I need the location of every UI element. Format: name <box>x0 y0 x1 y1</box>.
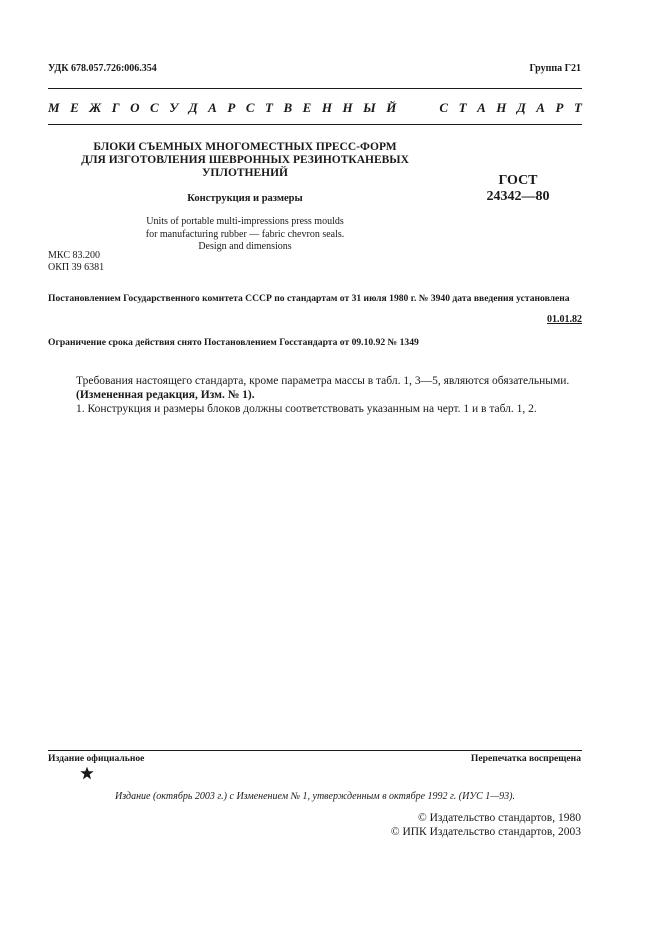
title-line-3: УПЛОТНЕНИЙ <box>201 167 289 179</box>
banner-letter: Т <box>458 100 467 115</box>
banner-letter: Р <box>227 100 236 115</box>
title-line-1: БЛОКИ СЪЕМНЫХ МНОГОМЕСТНЫХ ПРЕСС-ФОРМ <box>93 141 397 153</box>
banner-letter: Т <box>265 100 273 115</box>
banner-letter: Р <box>555 100 564 115</box>
amendment-note: (Измененная редакция, Изм. № 1). <box>76 389 255 401</box>
copyright-2003: © ИПК Издательство стандартов, 2003 <box>390 826 581 838</box>
banner-letter: Д <box>188 100 198 115</box>
top-rule <box>48 88 582 89</box>
gost-designation <box>468 173 568 205</box>
banner-letter: Е <box>302 100 312 115</box>
banner-word-gap <box>407 100 429 116</box>
interstate-standard-banner <box>48 100 582 116</box>
official-edition-label: Издание официальное <box>48 753 145 764</box>
banner-letter: Н <box>321 100 332 115</box>
english-title-line-1: Units of portable multi-impressions press moulds <box>146 216 344 227</box>
banner-letter: Д <box>516 100 526 115</box>
body-text <box>48 374 582 416</box>
banner-letter: Е <box>70 100 79 115</box>
gost-number: 24342—80 <box>486 189 550 204</box>
banner-letter: С <box>439 100 449 115</box>
reprint-prohibited-label: Перепечатка воспрещена <box>470 753 581 764</box>
banner-letter: С <box>150 100 159 115</box>
title-block <box>60 141 430 254</box>
mks-code: МКС 83.200 <box>48 250 100 261</box>
banner-letter: У <box>169 100 179 115</box>
banner-letter: Ж <box>89 100 102 115</box>
clause-1: 1. Конструкция и размеры блоков должны соответствовать указанным на черт. 1 и в табл. 1, 2. <box>76 403 537 415</box>
english-title-line-3: Design and dimensions <box>198 241 292 252</box>
banner-letter: Н <box>342 100 353 115</box>
okp-code: ОКП 39 6381 <box>48 261 105 273</box>
copyright-1980: © Издательство стандартов, 1980 <box>417 812 581 824</box>
banner-letter: М <box>48 100 60 115</box>
banner-letter: А <box>477 100 486 115</box>
introduction-date: 01.01.82 <box>547 314 582 325</box>
banner-letter: О <box>130 100 140 115</box>
banner-letter: А <box>208 100 217 115</box>
limitation-text: Ограничение срока действия снято Постановлением Госстандарта от 09.10.92 № 1349 <box>48 337 419 348</box>
banner-letter: Т <box>573 100 582 115</box>
requirements-paragraph: Требования настоящего стандарта, кроме параметра массы в табл. 1, 3—5, являются обязательными. <box>76 375 570 387</box>
banner-letter: Г <box>111 100 120 115</box>
classification-codes <box>48 250 104 273</box>
subtitle: Конструкция и размеры <box>187 193 303 204</box>
resolution-text: Постановлением Государственного комитета СССР по стандартам от 31 июля 1980 г. № 3940 дата введения установлена <box>48 293 570 304</box>
star-icon <box>80 766 94 780</box>
title-line-2: ДЛЯ ИЗГОТОВЛЕНИЯ ШЕВРОННЫХ РЕЗИНОТКАНЕВЫХ <box>81 154 409 166</box>
udk-code: УДК 678.057.726:006.354 <box>48 63 157 74</box>
banner-letter: А <box>536 100 545 115</box>
banner-letter: Н <box>496 100 507 115</box>
banner-bottom-rule <box>48 124 582 125</box>
group-code: Группа Г21 <box>529 63 581 74</box>
banner-letter: В <box>283 100 293 115</box>
gost-label: ГОСТ <box>498 173 538 188</box>
banner-letter: Й <box>386 100 397 115</box>
edition-note: Издание (октябрь 2003 г.) с Изменением № 1, утвержденным в октябре 1992 г. (ИУС 1—93). <box>115 791 515 802</box>
banner-letter: С <box>245 100 255 115</box>
english-title-line-2: for manufacturing rubber — fabric chevron seals. <box>145 228 345 240</box>
banner-letter: Ы <box>363 100 376 115</box>
footer-rule <box>48 750 582 751</box>
